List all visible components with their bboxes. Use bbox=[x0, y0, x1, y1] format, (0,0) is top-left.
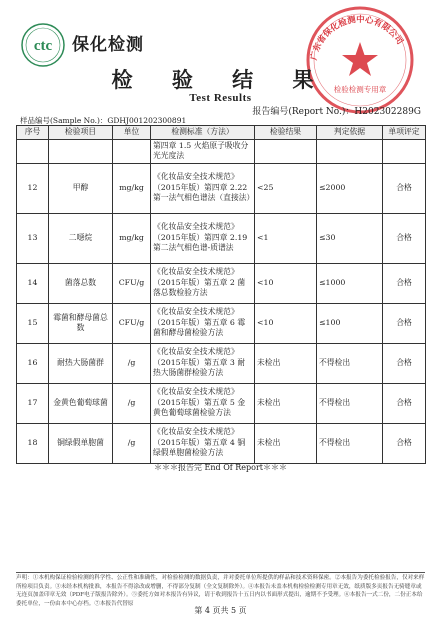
table-row-continued bbox=[17, 139, 426, 163]
row-result: <1 bbox=[255, 213, 317, 263]
svg-text:ctc: ctc bbox=[33, 38, 53, 54]
row-unit: /g bbox=[113, 423, 151, 463]
row-verdict: 合格 bbox=[383, 163, 426, 213]
end-of-report: ＊＊＊报告完 End Of Report＊＊＊ bbox=[154, 463, 287, 472]
row-no: 17 bbox=[17, 383, 49, 423]
row-basis: ≤1000 bbox=[317, 263, 383, 303]
page-subtitle: Test Results bbox=[189, 92, 252, 104]
table-row bbox=[17, 163, 426, 213]
row-unit: CFU/g bbox=[113, 263, 151, 303]
table-row bbox=[17, 423, 426, 463]
continued-method-cell: 第四章 1.5 火焰原子吸收分光光度法 bbox=[151, 139, 255, 163]
row-basis: 不得检出 bbox=[317, 383, 383, 423]
results-table bbox=[16, 125, 426, 464]
row-no: 18 bbox=[17, 423, 49, 463]
col-header-item: 检验项目 bbox=[49, 126, 113, 140]
col-header-verdict: 单项评定 bbox=[383, 126, 426, 140]
page-title: 检 验 结 果 bbox=[111, 68, 330, 92]
row-item: 耐热大肠菌群 bbox=[49, 343, 113, 383]
svg-text:广东省保化检测中心有限公司: 广东省保化检测中心有限公司 bbox=[309, 14, 405, 62]
row-no: 15 bbox=[17, 303, 49, 343]
col-header-basis: 判定依据 bbox=[317, 126, 383, 140]
row-item: 金黄色葡萄球菌 bbox=[49, 383, 113, 423]
row-basis: ≤2000 bbox=[317, 163, 383, 213]
row-no: 13 bbox=[17, 213, 49, 263]
row-item: 菌落总数 bbox=[49, 263, 113, 303]
col-header-method: 检测标准（方法） bbox=[151, 126, 255, 140]
col-header-no: 序号 bbox=[17, 126, 49, 140]
row-no: 14 bbox=[17, 263, 49, 303]
row-result: <10 bbox=[255, 263, 317, 303]
footer-divider bbox=[16, 572, 425, 573]
row-item: 霉菌和酵母菌总数 bbox=[49, 303, 113, 343]
row-method: 《化妆品安全技术规范》（2015年版）第四章 2.19 第二法气相色谱-质谱法 bbox=[151, 213, 255, 263]
col-header-unit: 单位 bbox=[113, 126, 151, 140]
row-unit: /g bbox=[113, 343, 151, 383]
report-number: 报告编号(Report No.)：H202302289G bbox=[252, 107, 421, 117]
row-method: 《化妆品安全技术规范》（2015年版）第五章 6 霉菌和酵母菌检验方法 bbox=[151, 303, 255, 343]
row-basis: 不得检出 bbox=[317, 423, 383, 463]
row-no: 16 bbox=[17, 343, 49, 383]
row-result: 未检出 bbox=[255, 423, 317, 463]
row-basis: 不得检出 bbox=[317, 343, 383, 383]
row-no: 12 bbox=[17, 163, 49, 213]
row-verdict: 合格 bbox=[383, 423, 426, 463]
row-method: 《化妆品安全技术规范》（2015年版）第五章 5 金黄色葡萄球菌检验方法 bbox=[151, 383, 255, 423]
row-unit: mg/kg bbox=[113, 163, 151, 213]
row-unit: /g bbox=[113, 383, 151, 423]
company-logo bbox=[20, 22, 66, 68]
row-basis: ≤30 bbox=[317, 213, 383, 263]
row-method: 《化妆品安全技术规范》（2015年版）第四章 2.22 第一法气相色谱法（直接法） bbox=[151, 163, 255, 213]
row-method: 《化妆品安全技术规范》（2015年版）第五章 4 铜绿假单胞菌检验方法 bbox=[151, 423, 255, 463]
row-verdict: 合格 bbox=[383, 383, 426, 423]
row-verdict: 合格 bbox=[383, 343, 426, 383]
table-row bbox=[17, 383, 426, 423]
row-method: 《化妆品安全技术规范》（2015年版）第五章 2 菌落总数检验方法 bbox=[151, 263, 255, 303]
row-result: <25 bbox=[255, 163, 317, 213]
row-unit: CFU/g bbox=[113, 303, 151, 343]
row-verdict: 合格 bbox=[383, 263, 426, 303]
svg-text:检验检测专用章: 检验检测专用章 bbox=[333, 85, 387, 94]
table-row bbox=[17, 303, 426, 343]
page-number: 第 4 页共 5 页 bbox=[194, 606, 247, 615]
row-result: <10 bbox=[255, 303, 317, 343]
row-item: 甲醇 bbox=[49, 163, 113, 213]
row-verdict: 合格 bbox=[383, 303, 426, 343]
disclaimer-statement: 声明：①本机构保证检验检测的科学性、公正性和准确性，对检验检测的数据负责，并对委托单位所提供的样品和技术资料保密。②本报告为委托检验报告，仅对来样所检项目负责。③未经本机构批准，本报告不得涂改或增删，不得部分复制（全文复制除外）。④本报告未盖本机构检验检测专用章无效，纸质版多页报告无骑缝章或无连页加盖印章无效（PDF电子版报告除外）。⑤委托方如对本报告有异议，请于收到报告十五日内以书面形式提出，逾期不予受理。⑥本报告一式二份，二份正本给委托单位，一份由本中心存档。⑦本报告代替原 bbox=[16, 575, 425, 607]
table-row bbox=[17, 213, 426, 263]
table-header-row bbox=[17, 126, 426, 140]
row-unit: mg/kg bbox=[113, 213, 151, 263]
row-result: 未检出 bbox=[255, 343, 317, 383]
col-header-result: 检验结果 bbox=[255, 126, 317, 140]
row-basis: ≤100 bbox=[317, 303, 383, 343]
row-result: 未检出 bbox=[255, 383, 317, 423]
row-verdict: 合格 bbox=[383, 213, 426, 263]
table-row bbox=[17, 343, 426, 383]
row-method: 《化妆品安全技术规范》（2015年版）第五章 3 耐热大肠菌群检验方法 bbox=[151, 343, 255, 383]
row-item: 二噁烷 bbox=[49, 213, 113, 263]
row-item: 铜绿假单胞菌 bbox=[49, 423, 113, 463]
table-row bbox=[17, 263, 426, 303]
sample-number: 样品编号(Sample No.)：GDHJ001202300891 bbox=[20, 116, 187, 125]
brand-name: 保化检测 bbox=[72, 35, 144, 55]
